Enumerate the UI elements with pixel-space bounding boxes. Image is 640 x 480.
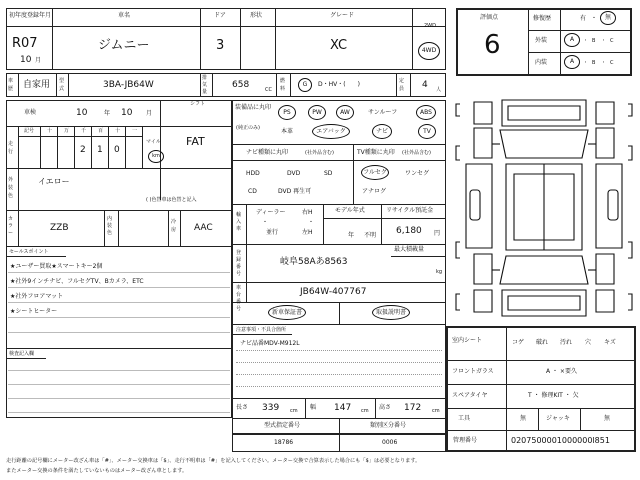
era-year: R07 <box>12 36 38 51</box>
capacity-value: 4 <box>422 80 428 90</box>
inspection-label: 車検 <box>24 109 37 116</box>
mileage-col-6: 一 <box>132 128 138 134</box>
color-value: イエロー <box>38 177 70 186</box>
interior-label: 内装 <box>535 59 548 66</box>
height-label: 高さ <box>379 404 392 411</box>
repair-no-circled: 無 <box>600 11 616 25</box>
recycle-unit: 円 <box>434 230 441 237</box>
tools-label: 工具 <box>458 415 471 422</box>
reg-year-label: 初年度登録年月 <box>9 12 52 19</box>
width-unit: cm <box>361 408 369 414</box>
exterior-grade-c: C <box>610 38 614 44</box>
category-value: 0006 <box>382 439 398 446</box>
inspection-year-unit: 年 <box>104 110 111 117</box>
spare-tire-label: スペアタイヤ <box>452 392 488 399</box>
equip-airbag: エアバック <box>312 124 350 139</box>
import-dealer: ディーラー <box>256 209 286 216</box>
caution-value: ナビ品番MDV-M912L <box>240 340 300 347</box>
footer-note-2: またメーター交換の条件を満たしていないものはメーター改ざん車とします。 <box>6 468 188 474</box>
inspection-month: 10 <box>121 108 133 118</box>
seat-scratch: キズ <box>604 339 616 346</box>
model-label: 型式 <box>59 78 65 92</box>
exterior-grade-a: A <box>564 33 580 47</box>
inspector-label: 検査記入欄 <box>9 351 35 357</box>
tv-note: (社外品含む) <box>402 150 431 156</box>
reg-month: 10 <box>20 55 32 65</box>
capacity-unit: 人 <box>436 87 442 93</box>
navi-hdd: HDD <box>246 170 260 177</box>
score-value: 6 <box>484 30 501 60</box>
car-name-value: ジムニー <box>98 38 150 53</box>
equip-sunroof: サンルーフ <box>368 109 398 116</box>
equipment-title: 装備品に丸印 <box>235 104 272 111</box>
width-label: 幅 <box>310 404 317 411</box>
room-seat-label: 室内シート <box>452 337 483 344</box>
tv-fullseg: フルセグ <box>361 165 389 180</box>
inspection-year: 10 <box>76 108 88 118</box>
mileage-note-label: 記号 <box>24 128 35 134</box>
navi-title: ナビ種類に丸印 <box>246 149 289 156</box>
color-label: 外装色 <box>8 177 14 199</box>
selling-point-3: ★社外フロアマット <box>10 293 64 300</box>
interior-color-label: 内装色 <box>107 216 113 236</box>
equip-tv: TV <box>418 124 436 139</box>
import-parallel: 並行 <box>266 229 279 236</box>
selling-point-2: ★社外9インチナビ、フルセグTV、Bカメラ、ETC <box>10 278 144 285</box>
equip-aw: AW <box>336 105 354 120</box>
equip-pw: PW <box>308 105 326 120</box>
grade-value: XC <box>330 38 348 53</box>
model-year-unit: 年 <box>348 232 355 239</box>
km-circled: km <box>148 150 164 163</box>
spare-tire-options: T ・ 修理KIT ・ 欠 <box>528 392 579 399</box>
fuel-label: 燃料 <box>280 78 286 92</box>
row2-block <box>6 73 446 97</box>
color-note: ( )色替車は色替と記入 <box>146 197 197 203</box>
capacity-label: 定員 <box>399 78 405 92</box>
model-year-label: モデル年式 <box>335 207 365 214</box>
import-dot: ・ <box>262 219 269 226</box>
tools-value: 無 <box>520 415 527 422</box>
doors-value: 3 <box>216 38 225 53</box>
length-label: 長さ <box>236 404 249 411</box>
score-label: 評価点 <box>480 14 499 21</box>
mileage-col-2: 万 <box>64 128 70 134</box>
jack-value: 無 <box>604 415 611 422</box>
recycle-label: リサイクル預託金 <box>386 207 434 214</box>
doors-label: ドア <box>214 12 226 19</box>
displacement-label: 排気量 <box>202 75 208 95</box>
warranty-manual-circled: 取扱説明書 <box>372 305 410 320</box>
tv-oneseg: ワンセグ <box>405 170 430 177</box>
type-designation-value: 18786 <box>274 439 294 446</box>
front-glass-options: A ・ ×要久 <box>546 368 577 375</box>
repair-dot: ・ <box>591 15 598 22</box>
navi-dvd-play: DVD 再生可 <box>278 188 312 195</box>
model-year-unknown: 不明 <box>364 232 377 239</box>
ac-value: AAC <box>194 223 213 233</box>
import-label: 輸入車 <box>236 212 242 232</box>
length-value: 339 <box>262 403 280 413</box>
navi-cd: CD <box>248 188 257 195</box>
chassis-label: 車台番号 <box>236 285 242 312</box>
exterior-label: 外装 <box>535 37 548 44</box>
ac-label: 冷房 <box>171 219 177 233</box>
max-load-label: 最大積載量 <box>394 246 425 253</box>
max-load-unit: kg <box>436 269 443 275</box>
interior-grade-c: C <box>610 60 614 66</box>
navi-note: (社外品含む) <box>305 150 334 156</box>
mile-label: マイル <box>146 139 161 145</box>
selling-point-4: ★シートヒーター <box>10 308 58 315</box>
shape-label: 形状 <box>250 12 263 19</box>
use-label: 車歴 <box>8 78 14 92</box>
registration-label: 登録番号 <box>236 250 242 277</box>
mileage-label: 走行 <box>8 141 14 155</box>
inspection-month-unit: 月 <box>146 110 153 117</box>
import-left: 左H <box>302 229 313 236</box>
shift-value: FAT <box>186 135 205 148</box>
equip-leather: 本革 <box>281 128 294 135</box>
car-name-label: 車名 <box>118 12 131 19</box>
interior-grade-b: B <box>592 60 596 66</box>
displacement-value: 658 <box>232 80 250 90</box>
height-unit: cm <box>432 408 440 414</box>
color-code-value: ZZB <box>50 223 69 233</box>
seat-burn: コゲ <box>512 339 525 346</box>
repair-yes: 有 <box>580 15 587 22</box>
repair-label: 修復歴 <box>533 15 552 22</box>
drive-4wd-circled: 4WD <box>418 42 440 60</box>
length-unit: cm <box>290 408 298 414</box>
tv-title: TV種類に丸印 <box>357 149 395 156</box>
type-designation-label: 型式指定番号 <box>264 422 301 429</box>
vehicle-damage-diagram <box>452 94 636 324</box>
equipment-subtitle: (純正のみ) <box>236 125 260 131</box>
warranty-book-circled: 新車保証書 <box>268 305 306 320</box>
management-value: 0207500001000000l851 <box>511 436 610 445</box>
use-value: 自家用 <box>23 80 51 90</box>
reg-month-unit: 月 <box>35 57 42 64</box>
front-glass-label: フロントガラス <box>452 368 494 375</box>
model-value: 3BA-JB64W <box>103 80 154 90</box>
equip-navi: ナビ <box>372 124 392 139</box>
mileage-col-4: 百 <box>98 128 104 134</box>
registration-value: 岐阜58Aあ8563 <box>280 257 348 267</box>
header-block <box>6 8 446 70</box>
mileage-digit-3: 2 <box>80 145 86 155</box>
exterior-grade-b: B <box>592 38 596 44</box>
tv-analog: アナログ <box>362 188 387 195</box>
category-label: 類別区分番号 <box>370 422 407 429</box>
fuel-g-circled: G <box>298 78 312 92</box>
color-code-label: カラー <box>8 216 14 236</box>
import-right: 右H <box>302 209 313 216</box>
interior-grade-a: A <box>564 55 580 69</box>
seat-hole: 穴 <box>585 339 592 346</box>
navi-sd: SD <box>324 170 333 177</box>
navi-dvd: DVD <box>287 170 301 177</box>
chassis-value: JB64W-407767 <box>300 287 367 297</box>
width-value: 147 <box>334 403 352 413</box>
footer-note-1: 走行距離の記号欄にメーター改ざん車は「#」、メーター交換車は「$」、走行不明車は「#」を記入してください。メーター交換で合算表示した場合にも「$」は必要となります。 <box>6 458 421 464</box>
shift-label: シフト <box>190 101 206 107</box>
selling-point-1: ★ユーザー買取★スマートキー2個 <box>10 263 103 270</box>
drive-2wd: 2WD <box>424 23 436 29</box>
mileage-digit-5: 0 <box>114 145 120 155</box>
recycle-value: 6,180 <box>396 226 422 236</box>
height-value: 172 <box>404 403 422 413</box>
displacement-unit: CC <box>265 87 272 93</box>
seat-tear: 破れ <box>536 339 549 346</box>
mileage-digit-4: 1 <box>97 145 103 155</box>
mileage-col-5: 十 <box>115 128 121 134</box>
caution-label: 注意事項・不具合箇所 <box>236 327 287 333</box>
equip-ps: PS <box>278 105 296 120</box>
import-dot-2: ・ <box>308 219 315 226</box>
jack-label: ジャッキ <box>546 415 570 422</box>
mileage-col-1: 十 <box>47 128 53 134</box>
management-label: 管理番号 <box>453 437 478 444</box>
seat-stain: 汚れ <box>560 339 573 346</box>
equip-abs: ABS <box>416 105 436 120</box>
selling-points-label: セールスポイント <box>9 249 49 255</box>
fuel-options: D・HV・( ) <box>318 81 360 88</box>
grade-label: グレード <box>330 12 355 19</box>
mileage-col-3: 千 <box>81 128 87 134</box>
